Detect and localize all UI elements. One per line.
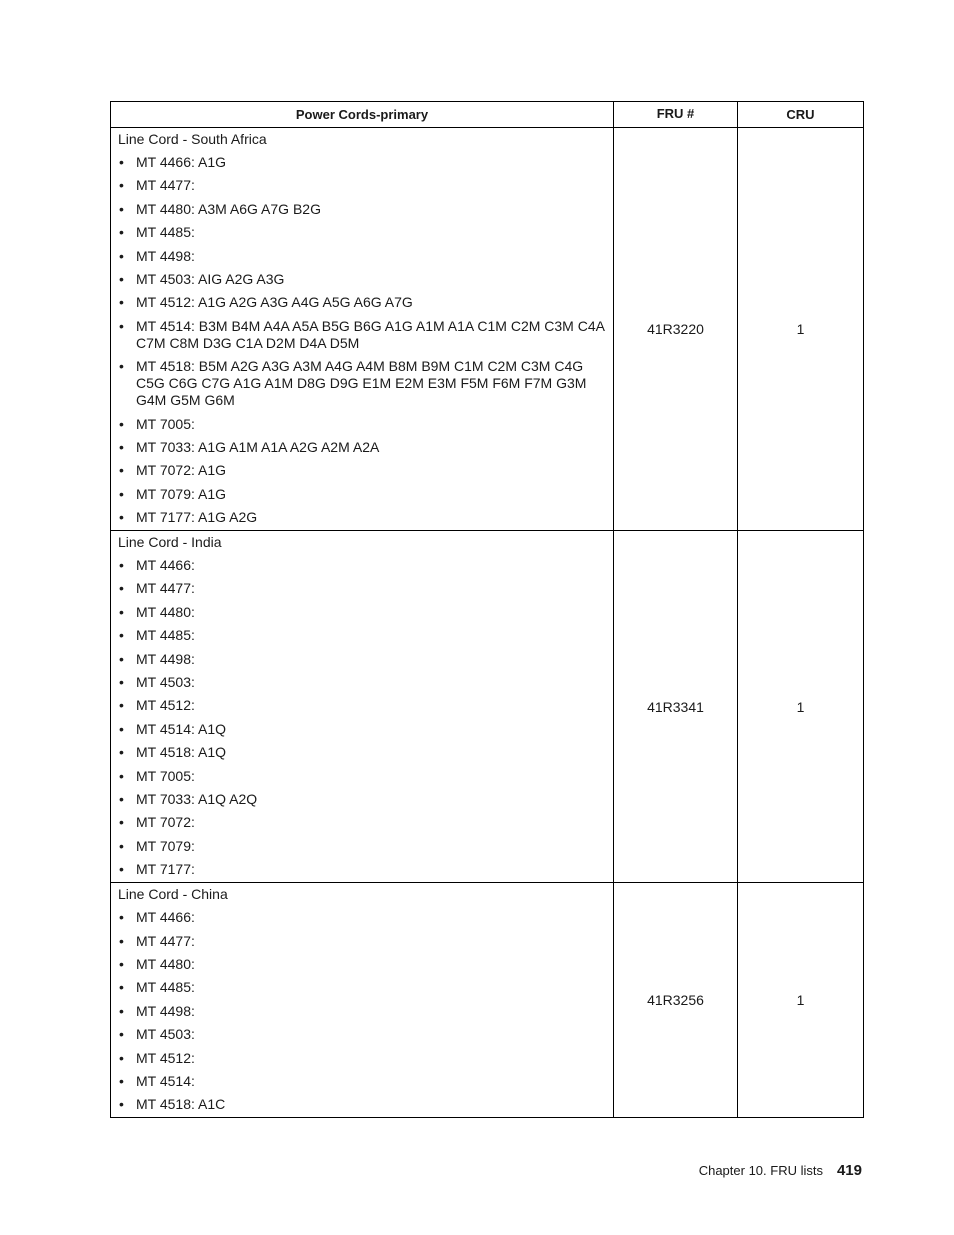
list-item: • MT 4498: [118,248,607,265]
list-item: • MT 4480: [118,604,607,621]
list-item: • MT 7033: A1Q A2Q [118,791,607,808]
cell-fru: 41R3256 [614,883,738,1118]
page-number: 419 [836,1162,862,1179]
header-cru: CRU [738,102,864,128]
list-item: • MT 4477: [118,933,607,950]
machine-type-list [118,909,607,1113]
list-item: • MT 4514: B3M B4M A4A A5A B5G B6G A1G A1M A1A C1M C2M C3M C4A C7M C8M D3G C1A D2M D4A D5M [118,318,607,352]
header-fru: FRU # [614,102,738,128]
list-item: • MT 4466: [118,557,607,574]
header-description: Power Cords-primary [111,102,614,128]
cell-cru: 1 [738,883,864,1118]
cell-description [111,883,614,1118]
list-item: • MT 4503: AIG A2G A3G [118,271,607,288]
list-item: • MT 4466: [118,909,607,926]
chapter-label: Chapter 10. FRU lists [698,1163,823,1178]
cell-cru: 1 [738,128,864,531]
table-header-row [111,102,864,128]
list-item: • MT 7072: A1G [118,462,607,479]
group-title: Line Cord - South Africa [118,131,267,147]
cell-cru: 1 [738,531,864,883]
page-footer [699,1162,862,1179]
list-item: • MT 4485: [118,627,607,644]
cell-fru: 41R3220 [614,128,738,531]
list-item: • MT 4485: [118,224,607,241]
group-title: Line Cord - India [118,534,222,551]
list-item: • MT 7005: [118,416,607,433]
list-item: • MT 4514: A1Q [118,721,607,738]
cell-fru: 41R3341 [614,531,738,883]
cell-description [111,531,614,883]
machine-type-list [118,557,607,878]
list-item: • MT 4512: [118,697,607,714]
list-item: • MT 4477: [118,177,607,194]
list-item: • MT 4512: A1G A2G A3G A4G A5G A6G A7G [118,294,607,311]
list-item: • MT 4503: [118,1026,607,1043]
table-row [111,883,864,1118]
list-item: • MT 4514: [118,1073,607,1090]
table-row [111,128,864,531]
list-item: • MT 7033: A1G A1M A1A A2G A2M A2A [118,439,607,456]
list-item: • MT 4498: [118,1003,607,1020]
fru-table [110,101,864,1118]
cell-description [111,128,614,531]
list-item: • MT 7072: [118,814,607,831]
list-item: • MT 4498: [118,651,607,668]
list-item: • MT 7177: A1G A2G [118,509,607,526]
list-item: • MT 4503: [118,674,607,691]
list-item: • MT 4466: A1G [118,154,607,171]
list-item: • MT 4512: [118,1050,607,1067]
list-item: • MT 7177: [118,861,607,878]
group-title: Line Cord - China [118,886,228,903]
list-item: • MT 4480: A3M A6G A7G B2G [118,201,607,218]
list-item: • MT 4485: [118,979,607,996]
table-body [111,128,864,1118]
list-item: • MT 4518: A1Q [118,744,607,761]
list-item: • MT 7005: [118,768,607,785]
list-item: • MT 7079: A1G [118,486,607,503]
list-item: • MT 4477: [118,580,607,597]
list-item: • MT 4480: [118,956,607,973]
machine-type-list [118,154,607,526]
list-item: • MT 4518: B5M A2G A3G A3M A4G A4M B8M B9M C1M C2M C3M C4G C5G C6G C7G A1G A1M D8G D9G E1M E2M E3M F5M F6M F7M G3M G4M G5M G6M [118,358,607,409]
list-item: • MT 4518: A1C [118,1096,607,1113]
list-item: • MT 7079: [118,838,607,855]
table-row [111,531,864,883]
